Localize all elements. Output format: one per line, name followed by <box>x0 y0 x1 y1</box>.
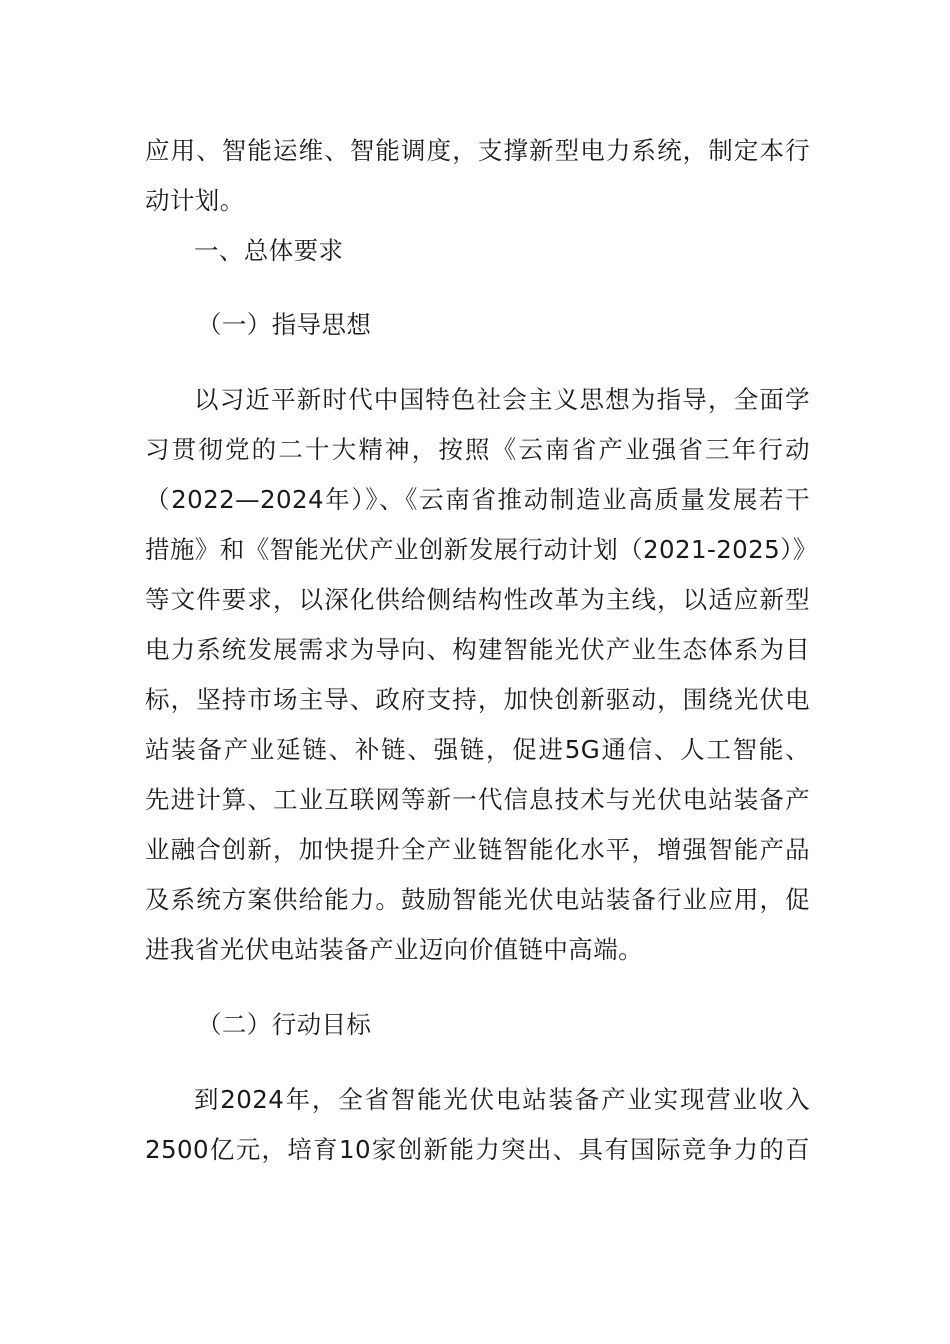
paragraph-line: 及系统方案供给能力。鼓励智能光伏电站装备行业应用，促 <box>145 885 810 914</box>
paragraph-line: 习贯彻党的二十大精神，按照《云南省产业强省三年行动 <box>145 435 810 464</box>
section-heading: 一、总体要求 <box>194 236 344 265</box>
paragraph-line: 以习近平新时代中国特色社会主义思想为指导，全面学 <box>194 385 810 414</box>
paragraph-line: （2022—2024年）》、《云南省推动制造业高质量发展若干 <box>145 485 810 514</box>
paragraph-line: 业融合创新，加快提升全产业链智能化水平，增强智能产品 <box>145 835 810 864</box>
paragraph-line: 应用、智能运维、智能调度，支撑新型电力系统，制定本行 <box>145 136 810 165</box>
paragraph-line: 到2024年，全省智能光伏电站装备产业实现营业收入 <box>194 1085 810 1114</box>
subsection-heading: （一）指导思想 <box>197 310 372 339</box>
paragraph-line: 2500亿元，培育10家创新能力突出、具有国际竞争力的百 <box>145 1135 810 1164</box>
paragraph-line: 措施》和《智能光伏产业创新发展行动计划（2021-2025）》 <box>145 535 818 564</box>
paragraph-line: 先进计算、工业互联网等新一代信息技术与光伏电站装备产 <box>145 785 810 814</box>
paragraph-line: 等文件要求，以深化供给侧结构性改革为主线，以适应新型 <box>145 585 810 614</box>
paragraph-line: 电力系统发展需求为导向、构建智能光伏产业生态体系为目 <box>145 635 810 664</box>
paragraph-line: 动计划。 <box>145 186 245 215</box>
paragraph-line: 进我省光伏电站装备产业迈向价值链中高端。 <box>145 935 643 964</box>
subsection-heading: （二）行动目标 <box>197 1010 372 1039</box>
paragraph-line: 站装备产业延链、补链、强链，促进5G通信、人工智能、 <box>145 735 810 764</box>
paragraph-line: 标，坚持市场主导、政府支持，加快创新驱动，围绕光伏电 <box>145 685 810 714</box>
document-body <box>145 126 818 1175</box>
